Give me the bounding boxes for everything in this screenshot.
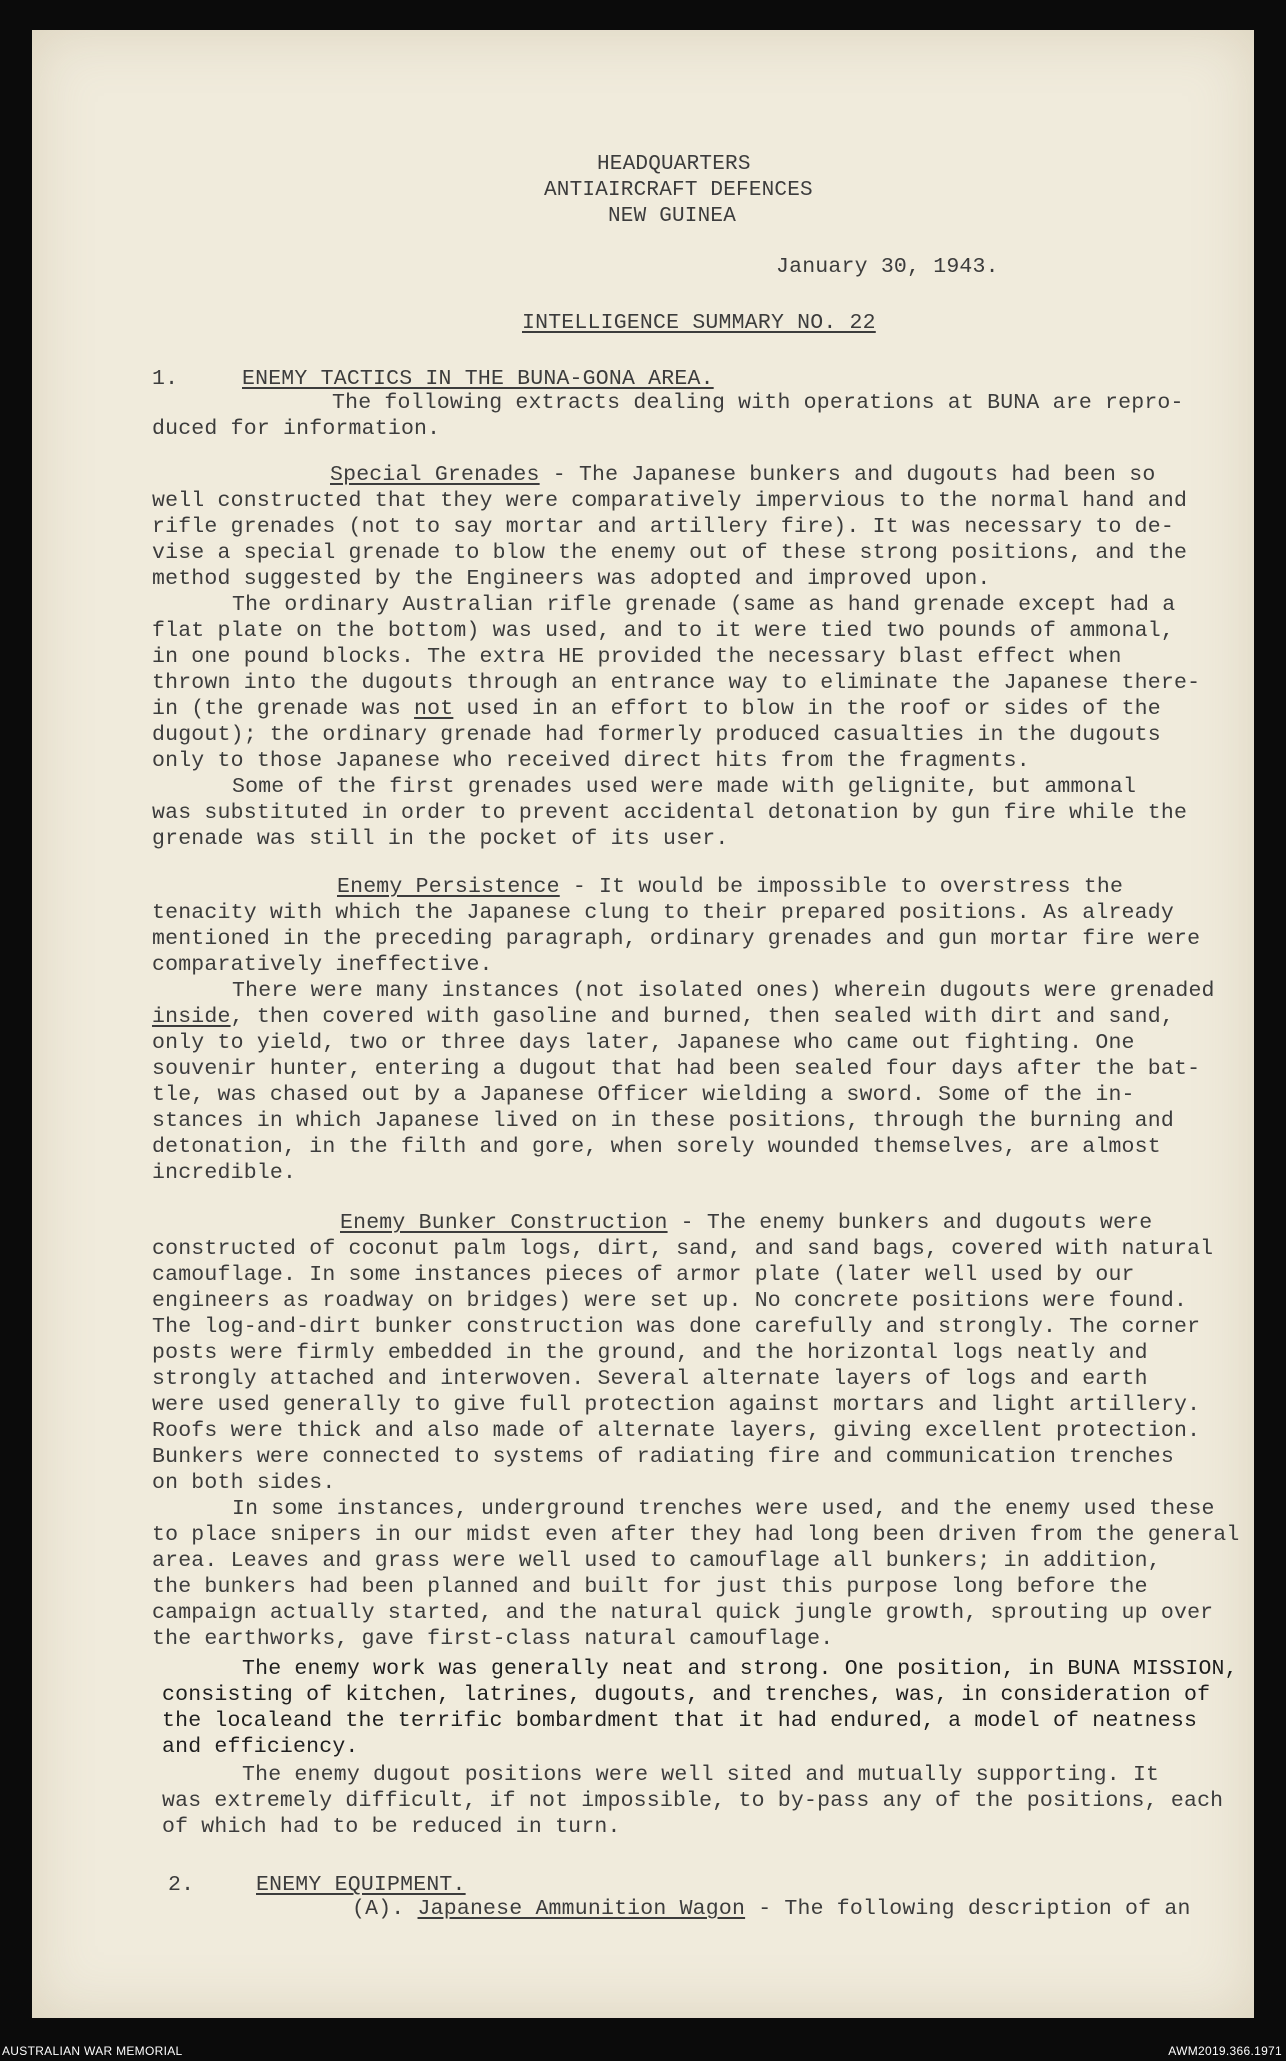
body-line: only to yield, two or three days later, Japanese who came out fighting. One <box>152 1031 1135 1055</box>
body-line: The following extracts dealing with operations at BUNA are repro- <box>332 391 1184 415</box>
body-text: used in an effort to blow in the roof or sides of the <box>453 697 1161 721</box>
body-line: flat plate on the bottom) was used, and to it were tied two pounds of ammonal, <box>152 619 1174 643</box>
persistence-heading: Enemy Persistence <box>337 875 560 899</box>
body-line: strongly attached and interwoven. Several alternate layers of logs and earth <box>152 1367 1148 1391</box>
document-date: January 30, 1943. <box>776 255 999 279</box>
document-title: INTELLIGENCE SUMMARY NO. 22 <box>522 311 876 335</box>
grenades-heading: Special Grenades <box>330 463 540 487</box>
body-line: comparatively ineffective. <box>152 953 493 977</box>
section-2-number: 2. <box>168 1873 195 1897</box>
header-line-2: ANTIAIRCRAFT DEFENCES <box>544 179 813 202</box>
body-text: - The Japanese bunkers and dugouts had been so <box>539 463 1156 487</box>
footer-accession-number: AWM2019.366.1971 <box>1168 2044 1282 2058</box>
body-line: posts were firmly embedded in the ground, and the horizontal logs neatly and <box>152 1341 1148 1365</box>
body-line: tenacity with which the Japanese clung to their prepared positions. As already <box>152 901 1174 925</box>
body-line: to place snipers in our midst even after they had long been driven from the general <box>152 1523 1240 1547</box>
subsection-number: (A). <box>352 1897 405 1921</box>
body-line: vise a special grenade to blow the enemy out of these strong positions, and the <box>152 541 1188 565</box>
footer-institution: AUSTRALIAN WAR MEMORIAL <box>2 2044 183 2058</box>
grenades-paragraph-start <box>330 462 1155 488</box>
body-line: consisting of kitchen, latrines, dugouts, and trenches, was, in consideration of <box>162 1683 1211 1707</box>
body-line: well constructed that they were comparatively impervious to the normal hand and <box>152 489 1188 513</box>
persistence-paragraph-start <box>337 874 1123 900</box>
body-line: duced for information. <box>152 417 441 441</box>
body-line: rifle grenades (not to say mortar and artillery fire). It was necessary to de- <box>152 515 1174 539</box>
section-1-heading: ENEMY TACTICS IN THE BUNA-GONA AREA. <box>242 367 714 391</box>
body-line: incredible. <box>152 1161 297 1185</box>
body-line: campaign actually started, and the natural quick jungle growth, sprouting up over <box>152 1601 1214 1625</box>
body-line: of which had to be reduced in turn. <box>162 1815 621 1839</box>
body-line: constructed of coconut palm logs, dirt, sand, and sand bags, covered with natural <box>152 1237 1214 1261</box>
body-line: in one pound blocks. The extra HE provided the necessary blast effect when <box>152 645 1122 669</box>
header-line-3: NEW GUINEA <box>608 205 737 228</box>
body-line: The enemy work was generally neat and strong. One position, in BUNA MISSION, <box>242 1657 1238 1681</box>
body-line: Bunkers were connected to systems of radiating fire and communication trenches <box>152 1445 1174 1469</box>
body-text: in (the grenade was <box>152 697 415 721</box>
section-1-number: 1. <box>152 367 179 391</box>
body-line: Roofs were thick and also made of alternate layers, giving excellent protection. <box>152 1419 1201 1443</box>
body-line: detonation, in the filth and gore, when sorely wounded themselves, are almost <box>152 1135 1161 1159</box>
body-line: and efficiency. <box>162 1735 359 1759</box>
body-text: , then covered with gasoline and burned, then sealed with dirt and sand, <box>230 1005 1174 1029</box>
body-line: dugout); the ordinary grenade had formerly produced casualties in the dugouts <box>152 723 1161 747</box>
body-line: tle, was chased out by a Japanese Officer wielding a sword. Some of the in- <box>152 1083 1135 1107</box>
body-line: method suggested by the Engineers was adopted and improved upon. <box>152 567 991 591</box>
body-line-composite <box>152 1004 1174 1030</box>
emphasis-inside: inside <box>152 1005 231 1029</box>
body-text: - The enemy bunkers and dugouts were <box>667 1211 1153 1235</box>
body-line: the bunkers had been planned and built for just this purpose long before the <box>152 1575 1148 1599</box>
body-text: - The following description of an <box>745 1897 1191 1921</box>
subsection-heading: Japanese Ammunition Wagon <box>417 1897 746 1921</box>
body-line: grenade was still in the pocket of its user. <box>152 827 729 851</box>
body-line: souvenir hunter, entering a dugout that had been sealed four days after the bat- <box>152 1057 1201 1081</box>
body-line: on both sides. <box>152 1471 336 1495</box>
body-line: The enemy dugout positions were well sited and mutually supporting. It <box>242 1763 1160 1787</box>
body-line: the localeand the terrific bombardment that it had endured, a model of neatness <box>162 1709 1198 1733</box>
body-line: The ordinary Australian rifle grenade (same as hand grenade except had a <box>232 593 1176 617</box>
body-line: area. Leaves and grass were well used to camouflage all bunkers; in addition, <box>152 1549 1161 1573</box>
section-2-subsection <box>352 1896 1191 1922</box>
body-line: mentioned in the preceding paragraph, ordinary grenades and gun mortar fire were <box>152 927 1201 951</box>
section-2-heading: ENEMY EQUIPMENT. <box>256 1873 466 1897</box>
body-line: the earthworks, gave first-class natural camouflage. <box>152 1627 834 1651</box>
body-line: were used generally to give full protection against mortars and light artillery. <box>152 1393 1201 1417</box>
body-line: engineers as roadway on bridges) were set up. No concrete positions were found. <box>152 1289 1188 1313</box>
header-line-1: HEADQUARTERS <box>597 153 751 176</box>
body-line: was extremely difficult, if not impossible, to by-pass any of the positions, each <box>162 1789 1224 1813</box>
body-line: only to those Japanese who received direct hits from the fragments. <box>152 749 1030 773</box>
body-line: thrown into the dugouts through an entrance way to eliminate the Japanese there- <box>152 671 1201 695</box>
body-line: stances in which Japanese lived on in these positions, through the burning and <box>152 1109 1174 1133</box>
body-line: was substituted in order to prevent accidental detonation by gun fire while the <box>152 801 1188 825</box>
body-line: Some of the first grenades used were made with gelignite, but ammonal <box>232 775 1137 799</box>
document-page <box>32 30 1254 2018</box>
body-text: - It would be impossible to overstress the <box>559 875 1124 899</box>
body-line-composite <box>152 696 1161 722</box>
bunker-paragraph-start <box>340 1210 1152 1236</box>
bunker-heading: Enemy Bunker Construction <box>340 1211 668 1235</box>
body-line: In some instances, underground trenches were used, and the enemy used these <box>232 1497 1215 1521</box>
body-line: There were many instances (not isolated ones) wherein dugouts were grenaded <box>232 979 1215 1003</box>
emphasis-not: not <box>414 697 454 721</box>
body-line: camouflage. In some instances pieces of armor plate (later well used by our <box>152 1263 1135 1287</box>
body-line: The log-and-dirt bunker construction was done carefully and strongly. The corner <box>152 1315 1201 1339</box>
